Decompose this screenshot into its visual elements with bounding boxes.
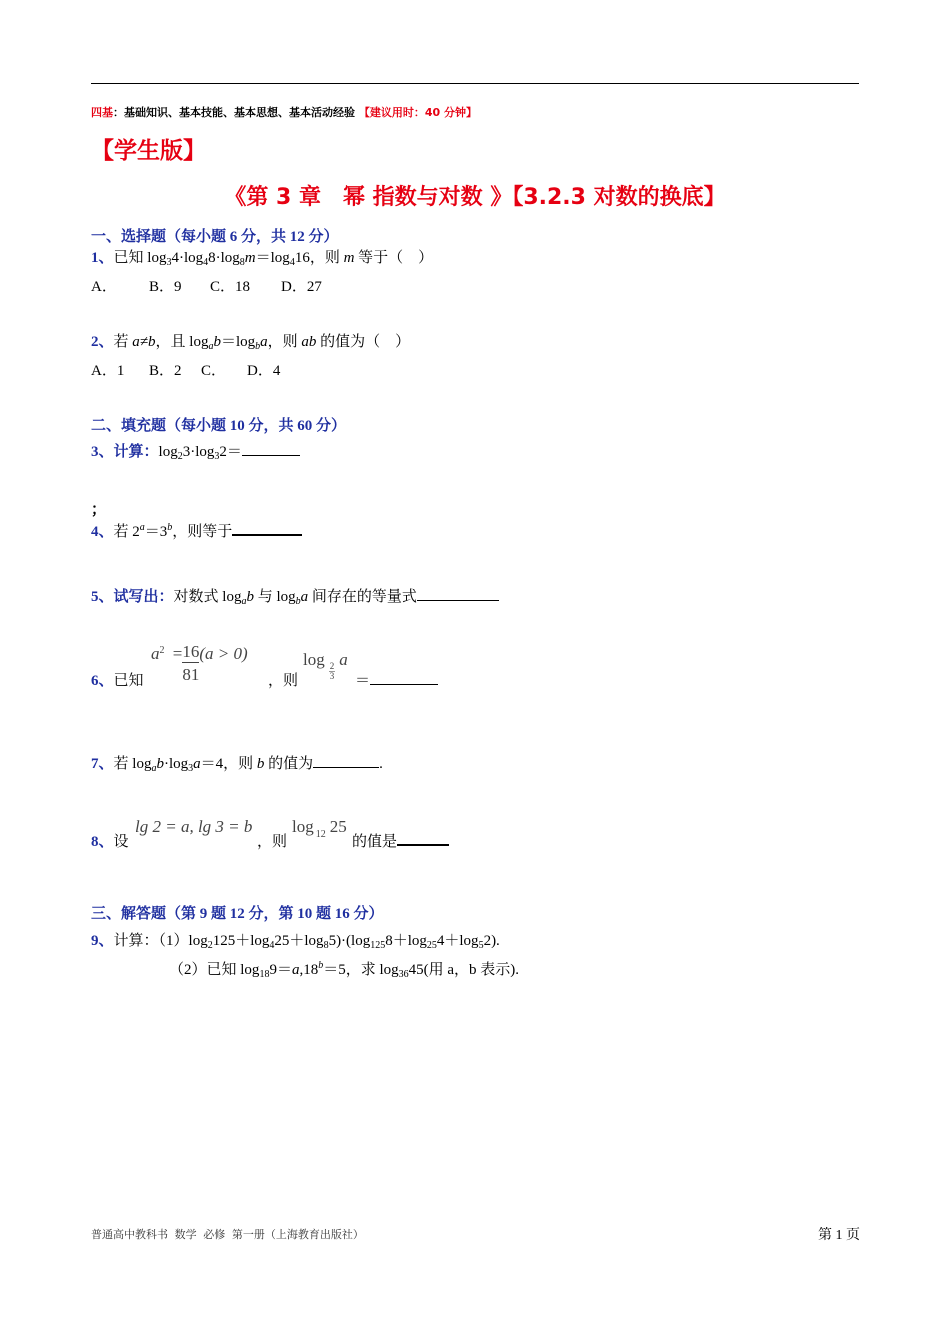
option-a: A．1 [91, 363, 125, 379]
header-rule [91, 83, 859, 84]
question-9-part-1 [91, 929, 500, 951]
question-sep: 、 [98, 673, 114, 689]
banner-text: 基础知识、基本技能、基本思想、基本活动经验 [124, 106, 355, 119]
question-sep: 、 [98, 250, 114, 266]
banner-colon: ： [113, 106, 124, 119]
q3-formula: $\log_23\cdot\log_32$ [158, 444, 227, 462]
q5-expr1: $\log_ab$ [222, 589, 254, 607]
question-8-label [91, 830, 129, 851]
section-heading-choice: 一、选择题（每小题 6 分，共 12 分） [91, 229, 339, 245]
question-number: 8 [91, 834, 99, 850]
question-number: 7 [91, 756, 99, 772]
q9-p2-mid: ，求 [345, 962, 380, 978]
answer-blank[interactable] [370, 670, 438, 685]
q9-p2-given: $\log_{18}9=a,18^b=5$ [240, 960, 346, 980]
q5-label: 试写出： [113, 589, 174, 605]
q4-formula: $2^a=3^b$ [132, 522, 173, 540]
question-3 [91, 440, 300, 462]
q1-var: m [343, 250, 355, 266]
section-heading-solve: 三、解答题（第 9 题 12 分，第 10 题 16 分） [91, 906, 384, 922]
answer-blank[interactable] [397, 830, 449, 846]
option-b: B．2 [149, 363, 182, 379]
footer-page-number: 第 1 页 [818, 1228, 860, 1243]
q3-end: ＝ [226, 444, 242, 460]
q2-mid: ，且 [155, 334, 190, 350]
q5-text2: 与 [253, 589, 277, 605]
q7-end: 的值为 [264, 756, 314, 772]
q5-text3: 间存在的等量式 [308, 589, 417, 605]
question-number: 5 [91, 589, 99, 605]
question-7 [91, 752, 383, 774]
question-4 [91, 520, 302, 541]
q2-formula: $\log_ab=\log_ba$ [189, 334, 268, 352]
q9-p1-formula: $\log_2125+\log_425+\log_85)\cdot(\log_{125}8+\log_{25}4+\log_52)$. [188, 933, 500, 951]
q2-intro: 若 [113, 334, 133, 350]
banner [91, 104, 477, 120]
q2-cond: a≠b [132, 334, 156, 350]
q1-intro: 已知 [113, 250, 148, 266]
q7-intro: 若 [113, 756, 133, 772]
q8-log-expr: log $_{12}$ 25 [292, 817, 347, 840]
option-c: C．18 [210, 279, 251, 295]
question-number: 2 [91, 334, 99, 350]
option-a: A． [91, 279, 117, 295]
q2-end: 的值为（ ） [316, 334, 411, 350]
q9-intro: 计算： [113, 933, 159, 949]
question-1 [91, 246, 433, 268]
q2-tail: ，则 [267, 334, 302, 350]
q9-p2-label: （2）已知 [169, 962, 241, 978]
edition-label: 【学生版】 [91, 138, 206, 164]
banner-prefix: 四基 [91, 106, 113, 119]
question-5 [91, 585, 499, 607]
q7-dot: . [379, 756, 383, 772]
q4-end: ，则等于 [172, 524, 233, 540]
q7-var: b [256, 756, 265, 772]
question-sep: 、 [98, 834, 114, 850]
q7-then: ，则 [223, 756, 257, 772]
q5-text1: 对数式 [173, 589, 223, 605]
q6-then: ，则 [268, 673, 299, 689]
answer-blank[interactable] [242, 441, 300, 456]
q1-end: 等于（ ） [354, 250, 434, 266]
question-9-part-2 [169, 958, 519, 980]
q6-given-equation: $a^2$ = $\frac{16}{81}$ (a > 0) [151, 642, 248, 684]
section-heading-fill: 二、填充题（每小题 10 分，共 60 分） [91, 418, 347, 434]
q5-expr2: $\log_ba$ [276, 589, 309, 607]
q9-p1-label: （1） [158, 933, 189, 949]
question-number: 4 [91, 524, 99, 540]
q6-log-expr: log $\frac{2}{3}$ a [303, 650, 348, 681]
question-number: 1 [91, 250, 99, 266]
question-6-label [91, 669, 144, 690]
question-sep: 、 [98, 756, 114, 772]
question-sep: 、 [98, 524, 114, 540]
question-number: 6 [91, 673, 99, 689]
q6-cond: (a > 0) [199, 643, 248, 663]
q1-tail: ，则 [309, 250, 344, 266]
option-c: C． [201, 363, 227, 379]
option-d: D．4 [247, 363, 281, 379]
question-number: 3 [91, 444, 99, 460]
question-sep: 、 [98, 444, 114, 460]
q3-label: 计算： [113, 444, 159, 460]
q8-then: ，则 [257, 834, 288, 850]
q1-formula: $\log_34\cdot\log_48\cdot\log_8m=\log_416$ [147, 250, 310, 268]
question-sep: 、 [98, 589, 114, 605]
fraction: $\frac{16}{81}$ [182, 642, 200, 684]
question-sep: 、 [98, 933, 114, 949]
answer-blank[interactable] [232, 520, 302, 536]
answer-blank[interactable] [417, 586, 499, 601]
option-d: D．27 [281, 279, 322, 295]
semicolon-mark: ； [91, 502, 107, 518]
q9-p2-target: $\log_{36}45$ [379, 962, 424, 980]
q6-intro: 已知 [113, 673, 144, 689]
q2-ab: ab [301, 334, 317, 350]
question-8-end [352, 830, 449, 851]
q8-given: lg 2 = a, lg 3 = b [135, 817, 253, 836]
page-title: 《第 3 章 幂 指数与对数 》【3.2.3 对数的换底】 [224, 185, 726, 210]
answer-blank[interactable] [313, 753, 379, 768]
banner-time: 【建议用时：40 分钟】 [358, 106, 477, 119]
question-2 [91, 330, 410, 352]
question-sep: 、 [98, 334, 114, 350]
q8-end: 的值是 [352, 834, 398, 850]
q9-p2-end: (用 a，b 表示). [423, 962, 520, 978]
q4-intro: 若 [113, 524, 133, 540]
q7-formula: $\log_ab\cdot\log_3a=4$ [132, 756, 224, 774]
question-6-end [355, 669, 438, 690]
q6-end: ＝ [355, 673, 371, 689]
footer-publisher: 普通高中教科书 数学 必修 第一册（上海教育出版社） [91, 1228, 364, 1241]
option-b: B．9 [149, 279, 182, 295]
q8-intro: 设 [113, 834, 129, 850]
question-number: 9 [91, 933, 99, 949]
